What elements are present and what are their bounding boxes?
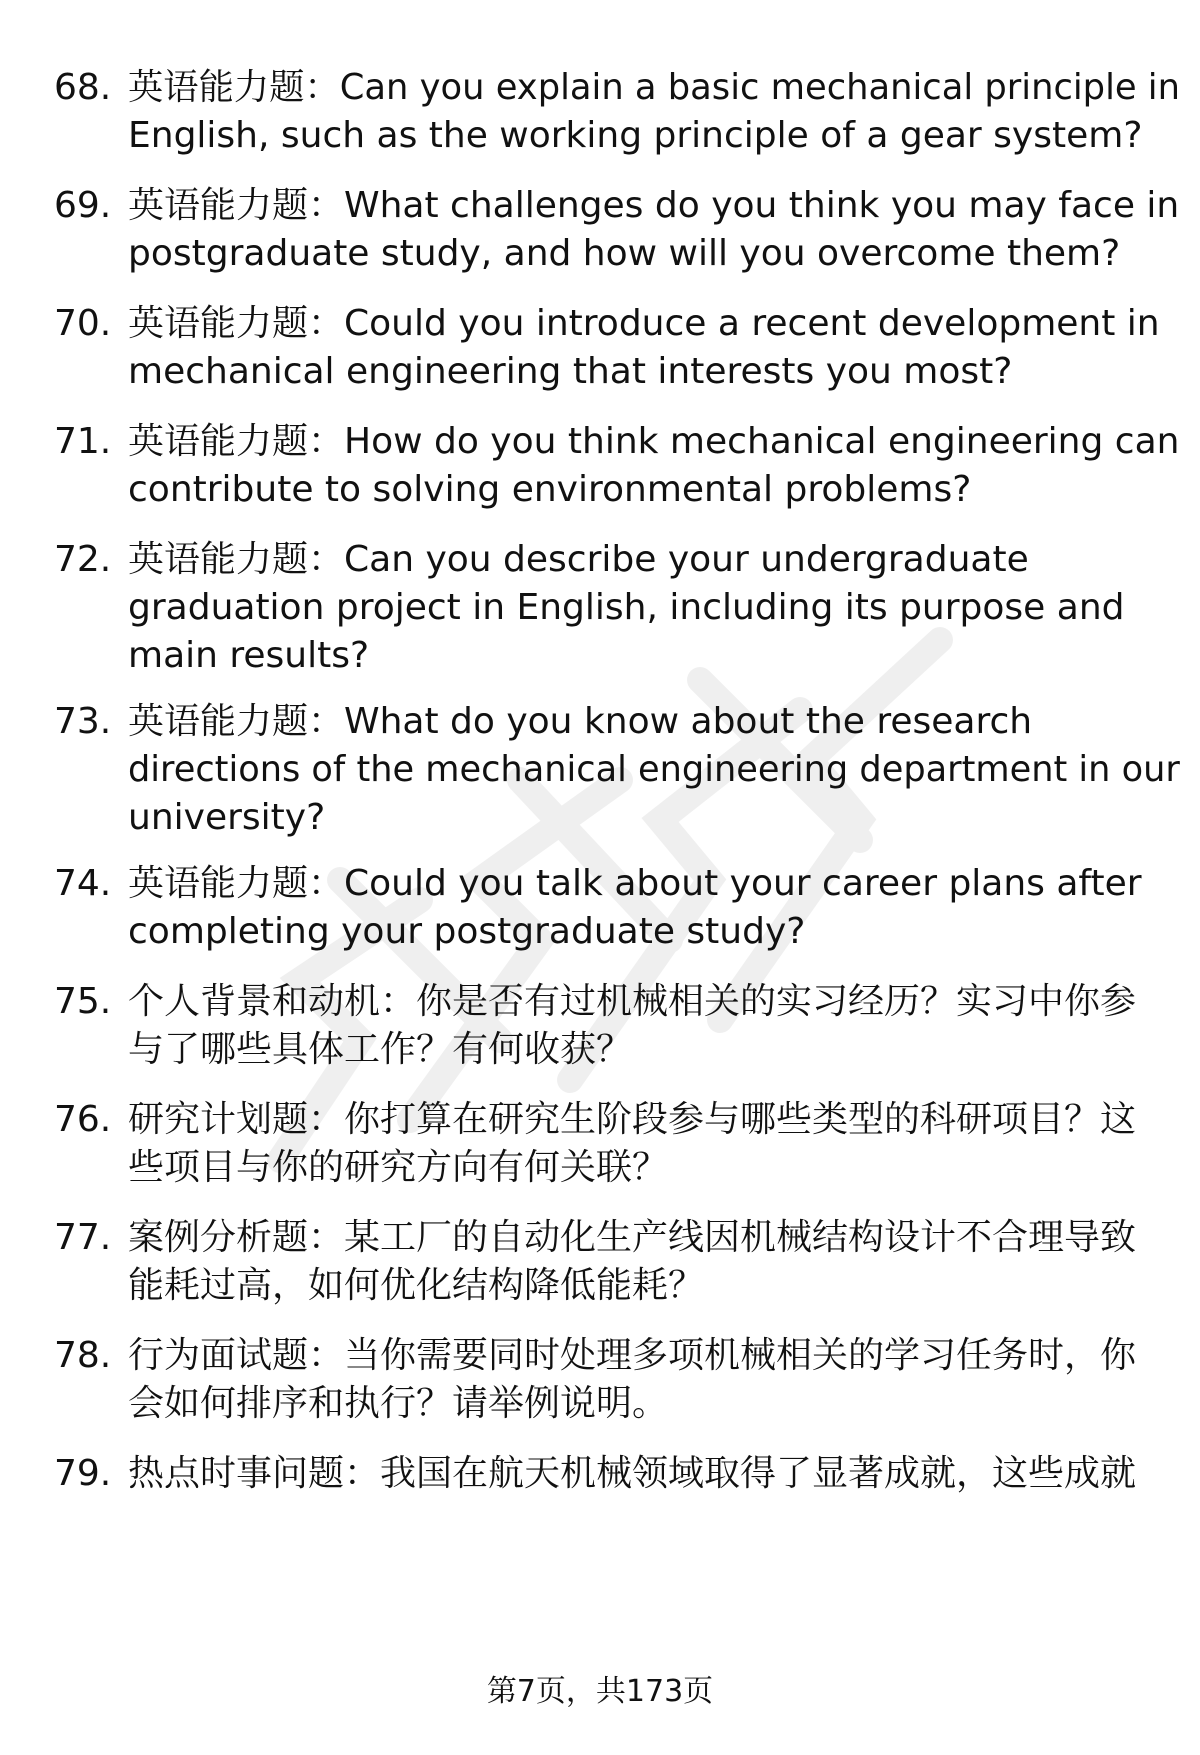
question-text-line: 英语能力题：Can you explain a basic mechanical principle in — [128, 67, 1180, 108]
question-text-line: 行为面试题：当你需要同时处理多项机械相关的学习任务时，你 — [128, 1335, 1137, 1376]
question-text-line: 热点时事问题：我国在航天机械领域取得了显著成就，这些成就 — [128, 1453, 1137, 1494]
question-number: 69. — [54, 185, 112, 226]
question-number: 74. — [54, 863, 112, 904]
question-number: 76. — [54, 1099, 112, 1140]
question-text-line: 个人背景和动机：你是否有过机械相关的实习经历？实习中你参 — [128, 981, 1137, 1022]
question-number: 72. — [54, 539, 112, 580]
question-text-line: 英语能力题：How do you think mechanical engineering can — [128, 421, 1180, 462]
question-text-line: 英语能力题：Could you introduce a recent development in — [128, 303, 1160, 344]
question-text-line: postgraduate study, and how will you overcome them? — [128, 233, 1121, 274]
question-text-line: 英语能力题：Could you talk about your career plans after — [128, 863, 1142, 904]
question-number: 73. — [54, 701, 112, 742]
question-number: 70. — [54, 303, 112, 344]
question-text-line: contribute to solving environmental problems? — [128, 469, 972, 510]
question-text-line: main results? — [128, 635, 370, 676]
question-text-line: completing your postgraduate study? — [128, 911, 806, 952]
page-number-footer: 第7页，共173页 — [486, 1674, 714, 1709]
question-text-line: university? — [128, 797, 326, 838]
question-text-line: mechanical engineering that interests you most? — [128, 351, 1013, 392]
question-text-line: 些项目与你的研究方向有何关联？ — [128, 1147, 669, 1188]
question-text-line: English, such as the working principle of a gear system? — [128, 115, 1143, 156]
question-number: 68. — [54, 67, 112, 108]
question-text-line: 能耗过高，如何优化结构降低能耗？ — [128, 1265, 705, 1306]
question-text-line: 英语能力题：What do you know about the research — [128, 701, 1033, 742]
question-text-line: 会如何排序和执行？请举例说明。 — [128, 1383, 669, 1424]
question-number: 71. — [54, 421, 112, 462]
question-text-line: 研究计划题：你打算在研究生阶段参与哪些类型的科研项目？这 — [128, 1099, 1137, 1140]
question-number: 78. — [54, 1335, 112, 1376]
question-text-line: 英语能力题：What challenges do you think you may face in — [128, 185, 1180, 226]
question-text-line: directions of the mechanical engineering department in our — [128, 749, 1180, 790]
question-text-line: graduation project in English, including its purpose and — [128, 587, 1125, 628]
question-text-line: 与了哪些具体工作？有何收获？ — [128, 1029, 633, 1070]
question-text-line: 英语能力题：Can you describe your undergraduate — [128, 539, 1029, 580]
question-text-line: 案例分析题：某工厂的自动化生产线因机械结构设计不合理导致 — [128, 1217, 1137, 1258]
question-number: 75. — [54, 981, 112, 1022]
question-number: 77. — [54, 1217, 112, 1258]
question-number: 79. — [54, 1453, 112, 1494]
